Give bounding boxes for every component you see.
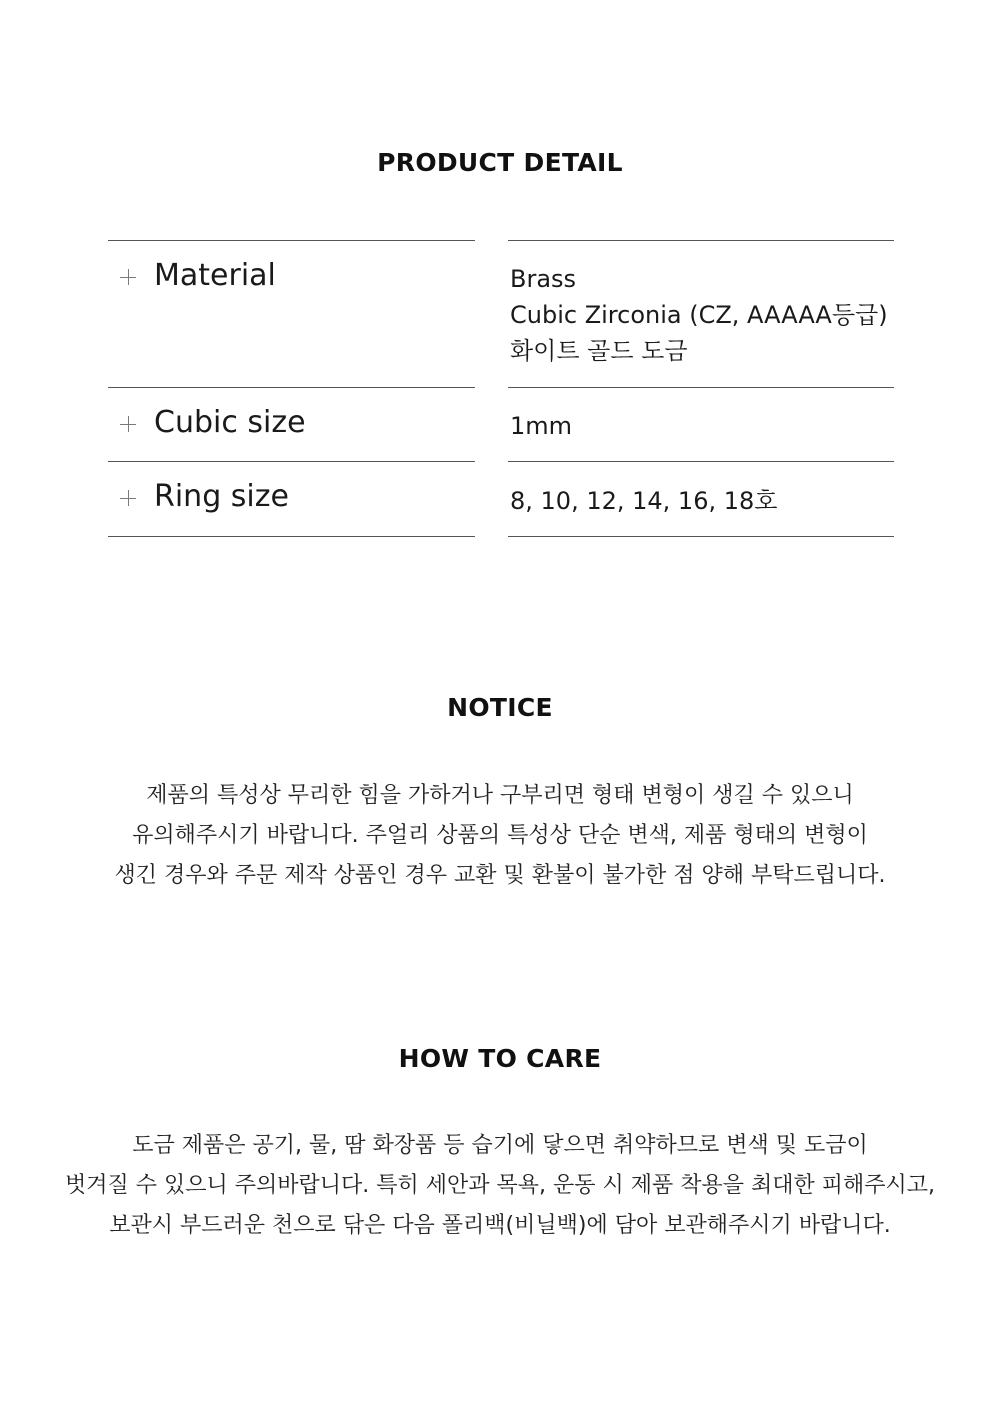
detail-row-material xyxy=(108,240,894,387)
product-detail-table xyxy=(108,240,894,537)
detail-value: Cubic Zirconia (CZ, AAAAA등급) xyxy=(510,301,888,329)
how-to-care-title: HOW TO CARE xyxy=(398,1044,602,1073)
detail-value-cell xyxy=(508,240,894,387)
care-line: 도금 제품은 공기, 물, 땀 화장품 등 습기에 닿으면 취약하므로 변색 및 도금이 xyxy=(132,1133,868,1158)
product-detail-title: PRODUCT DETAIL xyxy=(377,148,623,177)
detail-row-cubic-size xyxy=(108,387,894,461)
plus-icon xyxy=(120,490,136,506)
detail-label-cell xyxy=(108,461,475,537)
detail-label-cell xyxy=(108,240,475,387)
detail-label: Material xyxy=(154,258,276,293)
care-line: 벗겨질 수 있으니 주의바랍니다. 특히 세안과 목욕, 운동 시 제품 착용을 최대한 피해주시고, xyxy=(65,1173,935,1198)
notice-line: 제품의 특성상 무리한 힘을 가하거나 구부리면 형태 변형이 생길 수 있으니 xyxy=(146,783,854,808)
detail-value-cell xyxy=(508,461,894,537)
detail-value: 8, 10, 12, 14, 16, 18호 xyxy=(510,487,778,515)
detail-label: Cubic size xyxy=(154,405,306,440)
detail-label: Ring size xyxy=(154,479,289,514)
detail-label-cell xyxy=(108,387,475,461)
notice-line: 유의해주시기 바랍니다. 주얼리 상품의 특성상 단순 변색, 제품 형태의 변형이 xyxy=(132,823,868,848)
detail-values xyxy=(510,261,888,369)
how-to-care-paragraph xyxy=(0,1126,1000,1246)
detail-value: Brass xyxy=(510,265,577,293)
plus-icon xyxy=(120,269,136,285)
detail-value: 화이트 골드 도금 xyxy=(510,337,688,365)
detail-row-ring-size xyxy=(108,461,894,537)
care-line: 보관시 부드러운 천으로 닦은 다음 폴리백(비닐백)에 담아 보관해주시기 바랍니다. xyxy=(109,1213,891,1238)
notice-paragraph xyxy=(0,776,1000,896)
notice-title: NOTICE xyxy=(447,693,553,722)
detail-value: 1mm xyxy=(510,412,573,440)
notice-line: 생긴 경우와 주문 제작 상품인 경우 교환 및 환불이 불가한 점 양해 부탁드립니다. xyxy=(114,863,886,888)
detail-values xyxy=(510,483,777,519)
detail-value-cell xyxy=(508,387,894,461)
detail-values xyxy=(510,408,572,444)
plus-icon xyxy=(120,416,136,432)
